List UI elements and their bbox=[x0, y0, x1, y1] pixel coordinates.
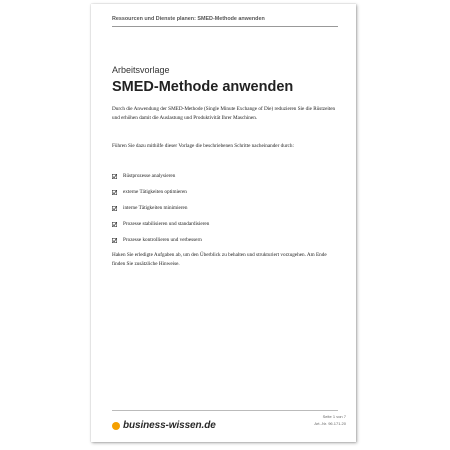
task-item bbox=[112, 168, 338, 184]
document-kicker: Arbeitsvorlage bbox=[112, 65, 170, 75]
article-number: Art.-Nr. 96.171.20 bbox=[314, 421, 346, 426]
document-title: SMED-Methode anwenden bbox=[112, 79, 294, 95]
checked-box-icon[interactable] bbox=[112, 190, 117, 195]
footer-divider bbox=[112, 410, 338, 411]
task-label: Rüstprozesse analysieren bbox=[123, 173, 176, 179]
checked-box-icon[interactable] bbox=[112, 174, 117, 179]
task-item bbox=[112, 216, 338, 232]
lead-paragraph: Führen Sie dazu mithilfe dieser Vorlage die beschriebenen Schritte nacheinander durch: bbox=[112, 143, 294, 149]
page-meta bbox=[314, 413, 346, 427]
document-page bbox=[91, 4, 356, 442]
checked-box-icon[interactable] bbox=[112, 206, 117, 211]
header-divider bbox=[112, 26, 338, 27]
task-item bbox=[112, 184, 338, 200]
page-number: Seite 1 von 7 bbox=[322, 414, 346, 419]
task-label: interne Tätigkeiten minimieren bbox=[123, 205, 188, 211]
task-list bbox=[112, 168, 338, 248]
running-header: Ressourcen und Dienste planen: SMED-Methode anwenden bbox=[112, 16, 265, 22]
outro-paragraph: Haken Sie erledigte Aufgaben ab, um den Überblick zu behalten und strukturiert vorzugehen. Am Ende finden Sie zusätzliche Hinweise. bbox=[112, 252, 327, 267]
task-item bbox=[112, 232, 338, 248]
task-item bbox=[112, 200, 338, 216]
checked-box-icon[interactable] bbox=[112, 222, 117, 227]
brand-dot-icon bbox=[112, 422, 120, 430]
brand-name: business-wissen.de bbox=[123, 420, 216, 431]
brand-logo[interactable] bbox=[112, 420, 216, 431]
task-label: Prozesse stabilisieren und standardisieren bbox=[123, 221, 210, 227]
checked-box-icon[interactable] bbox=[112, 238, 117, 243]
task-label: Prozesse kontrollieren und verbessern bbox=[123, 237, 202, 243]
task-label: externe Tätigkeiten optimieren bbox=[123, 189, 187, 195]
intro-paragraph: Durch die Anwendung der SMED-Methode (Single Minute Exchange of Die) reduzieren Sie die Rüstzeiten und erhöhen damit die Auslastung und Produktivität Ihrer Maschinen. bbox=[112, 106, 336, 121]
